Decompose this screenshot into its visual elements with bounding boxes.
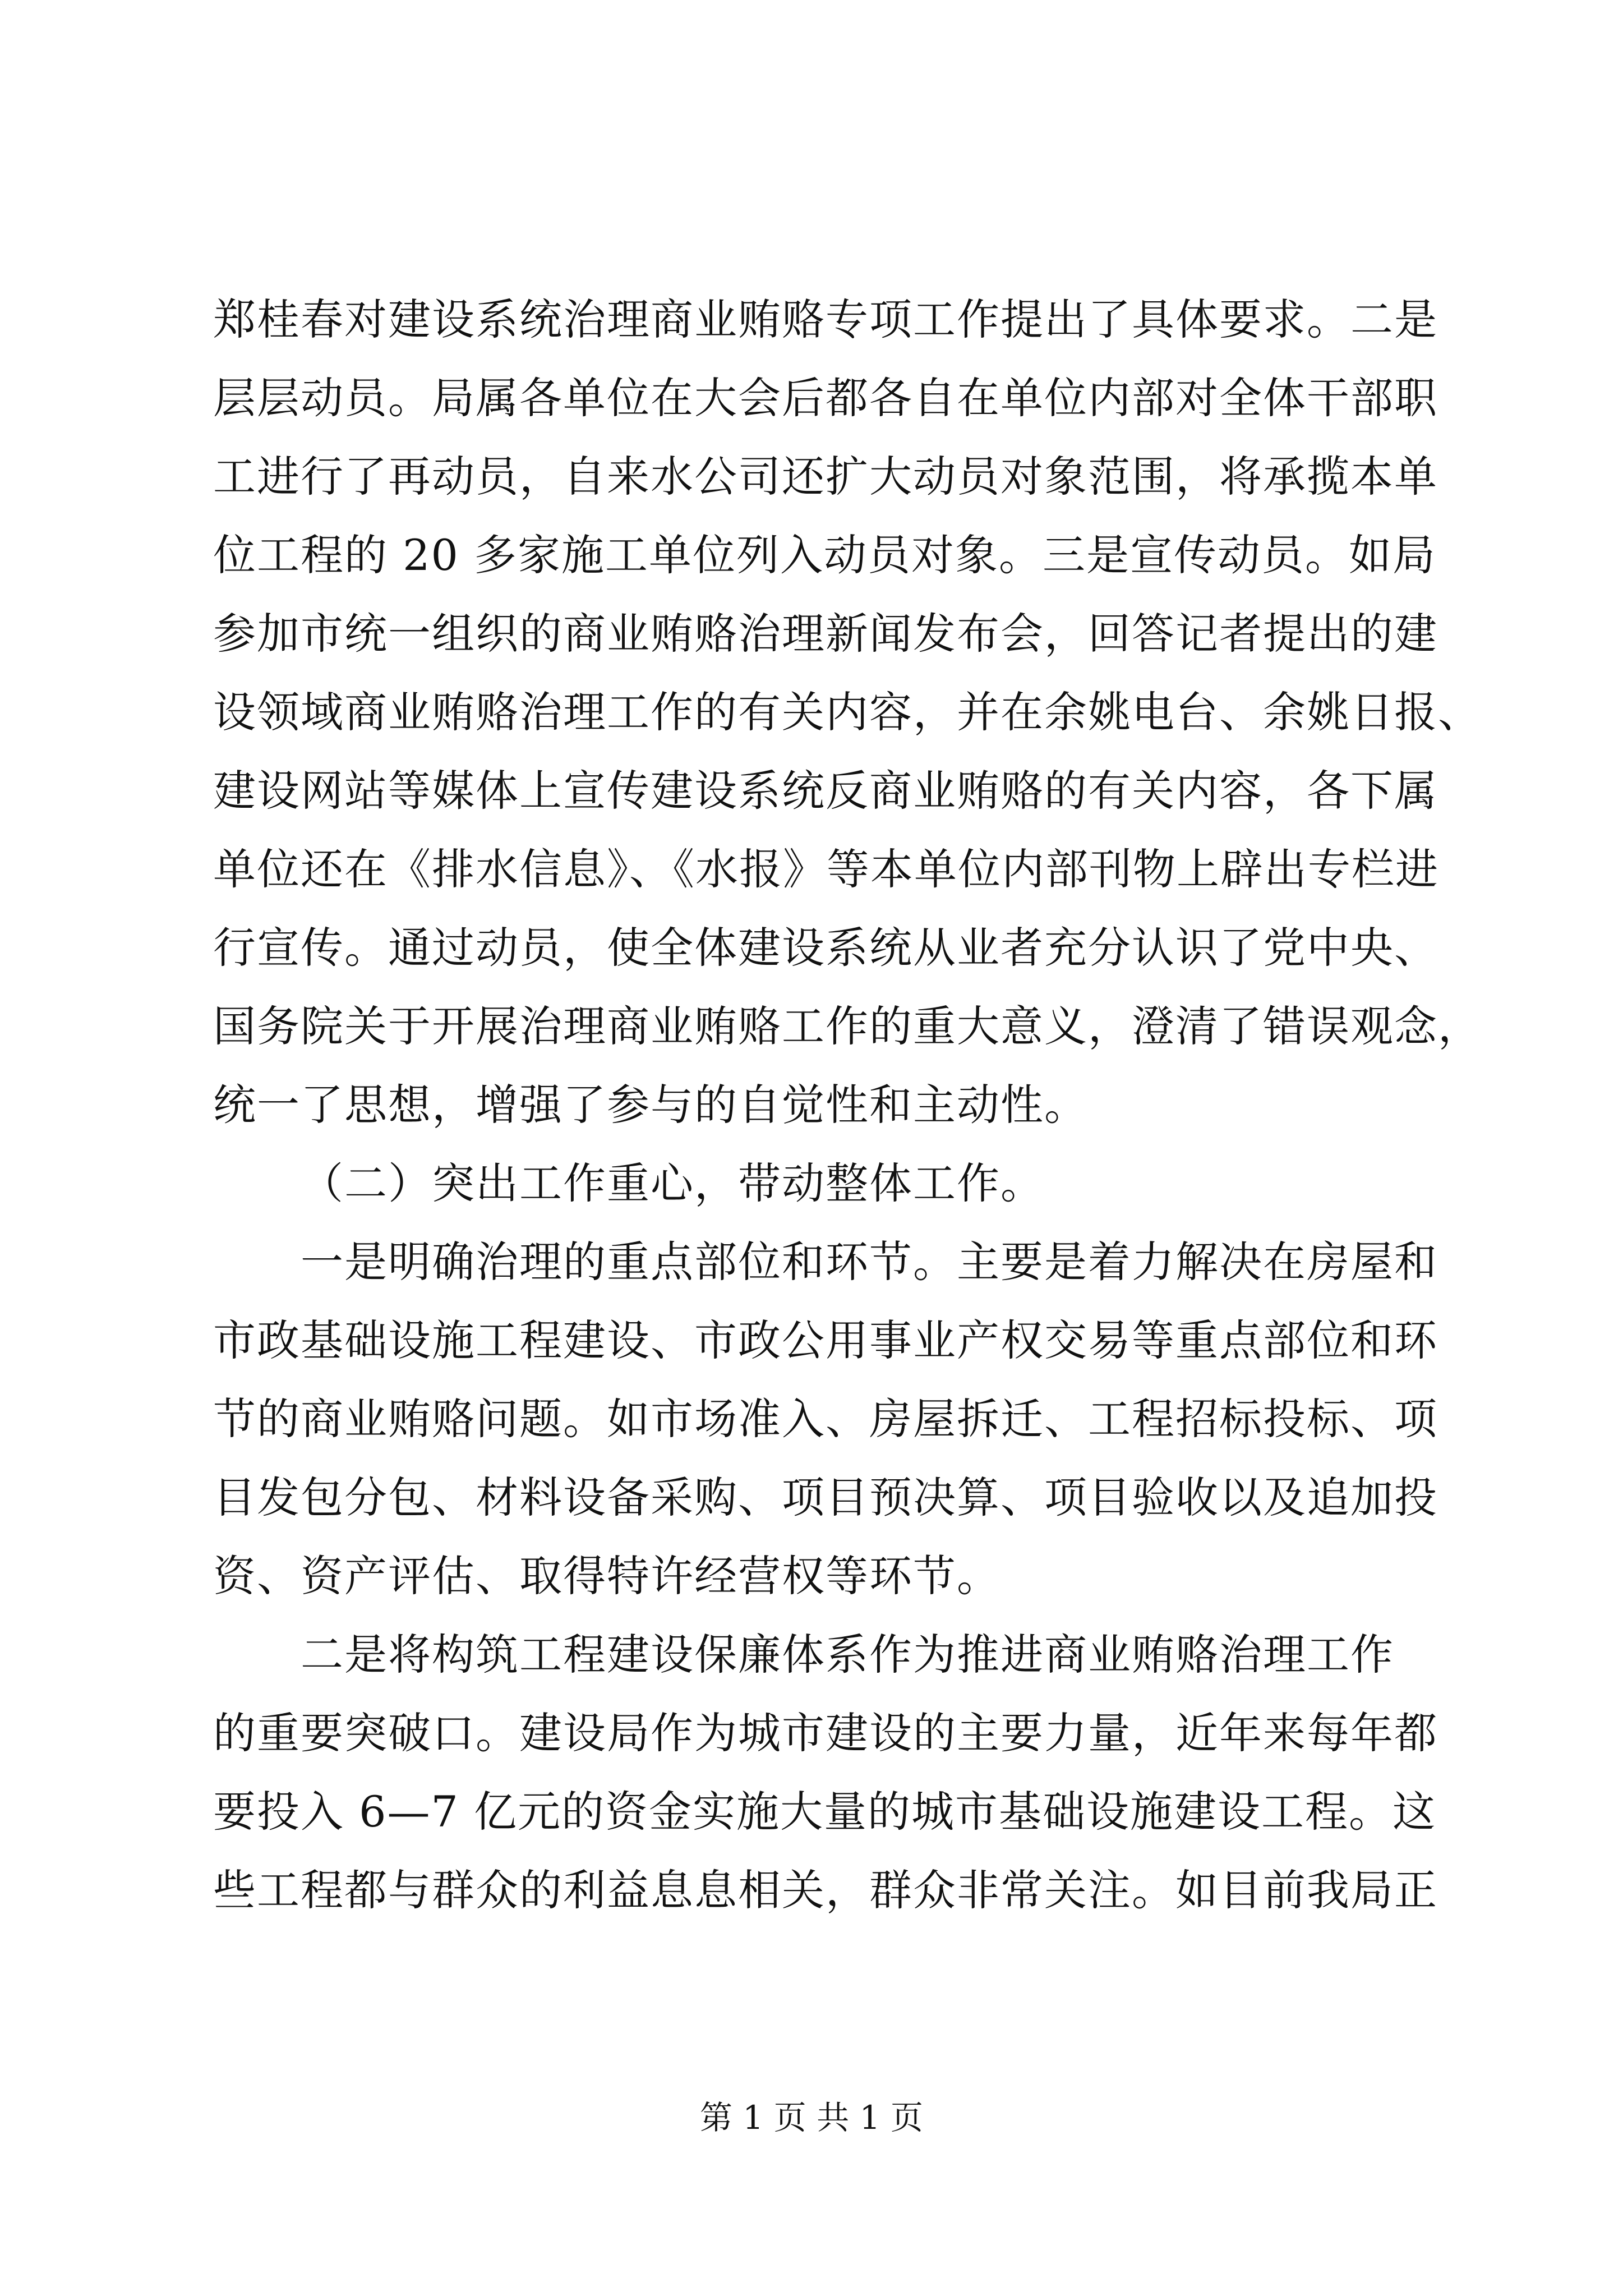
text-line: 统一了思想，增强了参与的自觉性和主动性。 bbox=[213, 1080, 1088, 1130]
text-line: 的重要突破口。建设局作为城市建设的主要力量，近年来每年都 bbox=[213, 1708, 1438, 1758]
text-line: 节的商业贿赂问题。如市场准入、房屋拆迁、工程招标投标、项 bbox=[213, 1394, 1438, 1444]
text-line: 国务院关于开展治理商业贿赂工作的重大意义，澄清了错误观念， bbox=[213, 1001, 1482, 1051]
text-line: 郑桂春对建设系统治理商业贿赂专项工作提出了具体要求。二是 bbox=[213, 295, 1438, 344]
text-line: 设领域商业贿赂治理工作的有关内容，并在余姚电台、余姚日报、 bbox=[213, 687, 1482, 737]
text-line: 行宣传。通过动员，使全体建设系统从业者充分认识了党中央、 bbox=[213, 923, 1438, 973]
text-line: 要投入 6—7 亿元的资金实施大量的城市基础设施建设工程。这 bbox=[213, 1787, 1437, 1837]
text-line: 资、资产评估、取得特许经营权等环节。 bbox=[213, 1551, 1000, 1601]
text-line: 参加市统一组织的商业贿赂治理新闻发布会，回答记者提出的建 bbox=[213, 609, 1438, 659]
text-line: 位工程的 20 多家施工单位列入动员对象。三是宣传动员。如局 bbox=[213, 530, 1437, 580]
text-line: 建设网站等媒体上宣传建设系统反商业贿赂的有关内容，各下属 bbox=[213, 766, 1438, 816]
text-line: 些工程都与群众的利益息息相关，群众非常关注。如目前我局正 bbox=[213, 1865, 1438, 1915]
section-heading: （二）突出工作重心，带动整体工作。 bbox=[301, 1158, 1044, 1208]
text-line: 目发包分包、材料设备采购、项目预决算、项目验收以及追加投 bbox=[213, 1473, 1438, 1522]
text-line: 单位还在《排水信息》、《水报》等本单位内部刊物上辟出专栏进 bbox=[213, 844, 1439, 894]
text-line: 层层动员。局属各单位在大会后都各自在单位内部对全体干部职 bbox=[213, 373, 1438, 423]
text-line: 市政基础设施工程建设、市政公用事业产权交易等重点部位和环 bbox=[213, 1315, 1438, 1365]
paragraph-start: 二是将构筑工程建设保廉体系作为推进商业贿赂治理工作 bbox=[301, 1630, 1394, 1680]
page-number-footer: 第 1 页 共 1 页 bbox=[700, 2099, 923, 2137]
text-line: 工进行了再动员，自来水公司还扩大动员对象范围，将承揽本单 bbox=[213, 452, 1438, 501]
paragraph-start: 一是明确治理的重点部位和环节。主要是着力解决在房屋和 bbox=[301, 1237, 1438, 1287]
